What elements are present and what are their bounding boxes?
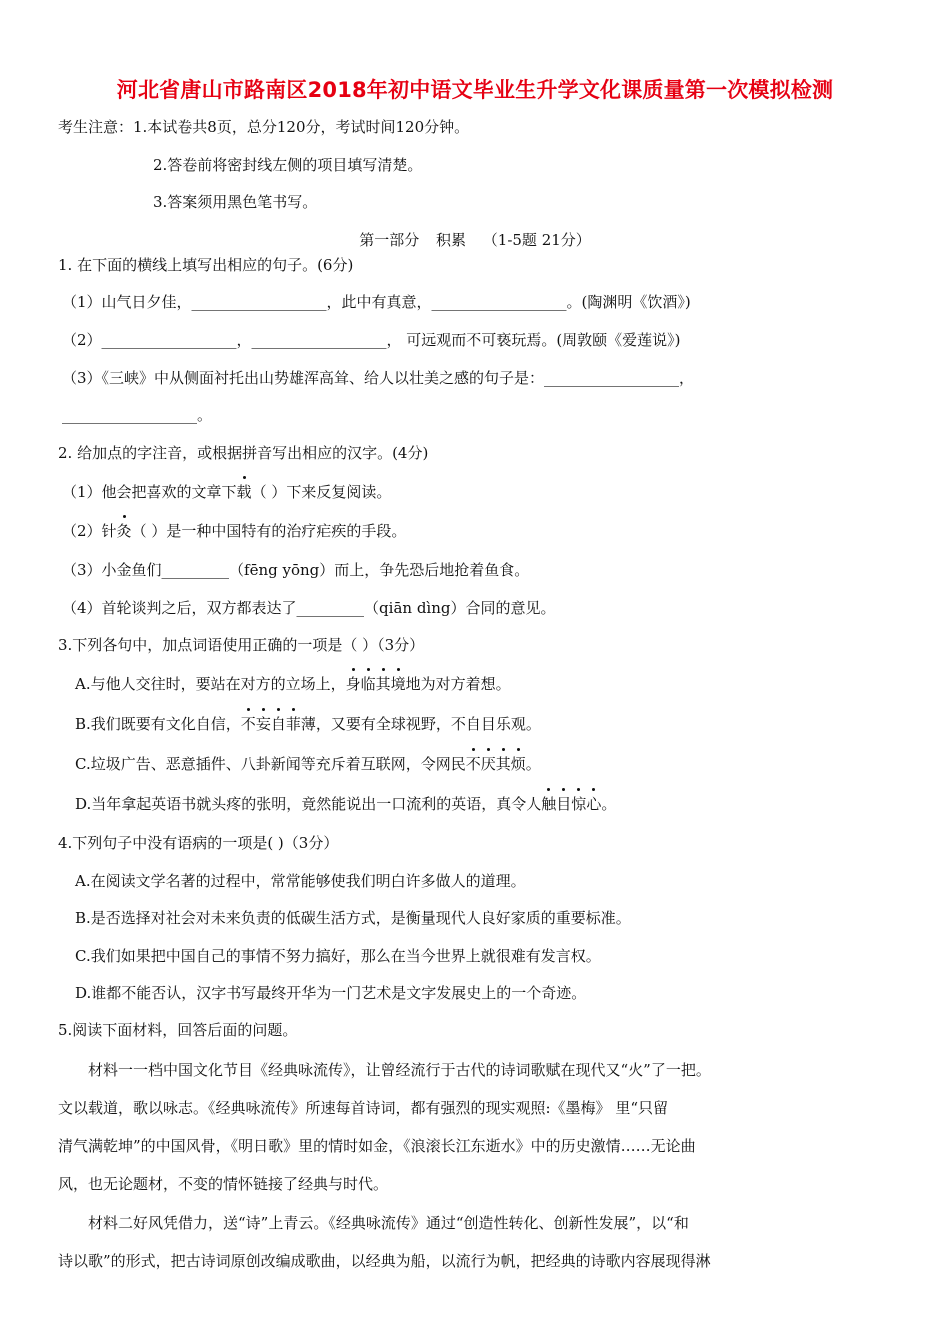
q1-item-2: （2）__________________，__________________， 可远观而不可亵玩焉。(周敦颐《爱莲说》): [62, 331, 681, 349]
dotted-char: 菲: [285, 715, 301, 733]
q2-item-1-pre: （1）他会把喜欢的文章下: [62, 483, 237, 501]
dotted-char: 自: [270, 715, 286, 733]
q3-stem: 3.下列各句中，加点词语使用正确的一项是（ ）（3分）: [58, 636, 425, 654]
dotted-char: 不: [465, 755, 481, 773]
q3-d-pre: D.当年拿起英语书就头疼的张明，竟然能说出一口流利的英语，真令人: [75, 795, 542, 813]
q2-item-2-post: （ ）是一种中国特有的治疗疟疾的手段。: [131, 522, 407, 540]
dotted-char: 目: [556, 795, 572, 813]
q3-c-post: 。: [525, 755, 541, 773]
material-2-line-1: 材料二好风凭借力，送“诗”上青云。《经典咏流传》通过“创造性转化、创新性发展”，以“和: [88, 1214, 689, 1232]
q2-item-1: [62, 482, 391, 502]
q2-stem: 2. 给加点的字注音，或根据拼音写出相应的汉字。(4分): [58, 444, 429, 462]
q4-option-a: A.在阅读文学名著的过程中，常常能够使我们明白许多做人的道理。: [75, 872, 526, 890]
q3-b-pre: B.我们既要有文化自信，: [75, 715, 241, 733]
q1-item-3: （3）《三峡》中从侧面衬托出山势雄浑高耸、给人以壮美之感的句子是：__________________，: [62, 369, 695, 387]
notice-line-1: 考生注意：1.本试卷共8页，总分120分，考试时间120分钟。: [58, 118, 470, 136]
dotted-char: 心: [586, 795, 602, 813]
dotted-char: 其: [375, 675, 391, 693]
q3-option-d: [75, 794, 616, 814]
q3-option-b: [75, 714, 541, 734]
q2-item-4: （4）首轮谈判之后，双方都表达了_________（qiān dìng）合同的意见。: [62, 599, 556, 617]
dotted-char: 境: [390, 675, 406, 693]
material-1-line-3: 清气满乾坤”的中国风骨，《明日歌》里的情时如金，《浪滚长江东逝水》中的历史激情……无论曲: [58, 1137, 696, 1155]
q5-stem: 5.阅读下面材料，回答后面的问题。: [58, 1021, 298, 1039]
q3-d-post: 。: [601, 795, 617, 813]
q4-option-c: C.我们如果把中国自己的事情不努力搞好，那么在当今世界上就很难有发言权。: [75, 947, 601, 965]
material-2-line-2: 诗以歌”的形式，把古诗词原创改编成歌曲，以经典为船，以流行为帆，把经典的诗歌内容展现得淋: [58, 1252, 711, 1270]
dotted-char: 厌: [480, 755, 496, 773]
q2-item-3: （3）小金鱼们_________（fēng yōng）而上，争先恐后地抢着鱼食。: [62, 561, 530, 579]
material-1-line-1: 材料一一档中国文化节目《经典咏流传》，让曾经流行于古代的诗词歌赋在现代又“火”了一把。: [88, 1061, 711, 1079]
section-heading: [0, 230, 950, 250]
section-title: 积累: [435, 231, 466, 249]
q3-a-post: 地为对方着想。: [405, 675, 511, 693]
section-name: 第一部分: [359, 231, 420, 249]
q3-c-pre: C.垃圾广告、恶意插件、八卦新闻等充斥着互联网，令网民: [75, 755, 466, 773]
notice-line-2: 2.答卷前将密封线左侧的项目填写清楚。: [153, 156, 423, 174]
q3-a-pre: A.与他人交往时，要站在对方的立场上，: [75, 675, 346, 693]
q2-item-1-post: （ ）下来反复阅读。: [251, 483, 392, 501]
exam-title: 河北省唐山市路南区2018年初中语文毕业生升学文化课质量第一次模拟检测: [116, 78, 834, 102]
material-1-line-4: 风，也无论题材，不变的情怀链接了经典与时代。: [58, 1175, 389, 1193]
dotted-char: 临: [360, 675, 376, 693]
q1-item-3-continued: __________________。: [62, 406, 213, 424]
q3-b-mid: 薄: [300, 715, 316, 733]
dotted-char: 载: [236, 483, 252, 501]
q1-item-1: （1）山气日夕佳，__________________，此中有真意，__________________。(陶渊明《饮酒》): [62, 293, 691, 311]
dotted-char: 烦: [510, 755, 526, 773]
notice-line-3: 3.答案须用黑色笔书写。: [153, 193, 318, 211]
dotted-char: 不: [240, 715, 256, 733]
dotted-char: 其: [495, 755, 511, 773]
dotted-char: 妄: [255, 715, 271, 733]
q4-stem: 4.下列句子中没有语病的一项是( )（3分）: [58, 834, 339, 852]
dotted-char: 触: [541, 795, 557, 813]
dotted-char: 身: [345, 675, 361, 693]
q3-b-post: ，又要有全球视野，不自目乐观。: [315, 715, 541, 733]
q4-option-d: D.谁都不能否认，汉字书写最终开华为一门艺术是文字发展史上的一个奇迹。: [75, 984, 587, 1002]
dotted-char: 灸: [116, 522, 132, 540]
q3-option-a: [75, 674, 511, 694]
q2-item-2-pre: （2）针: [62, 522, 117, 540]
q1-stem: 1. 在下面的横线上填写出相应的句子。(6分): [58, 256, 354, 274]
dotted-char: 惊: [571, 795, 587, 813]
section-score: （1-5题 21分）: [482, 231, 591, 249]
material-1-line-2: 文以载道，歌以咏志。《经典咏流传》所速每首诗词，都有强烈的现实观照:《墨梅》 里“只留: [58, 1099, 668, 1117]
q4-option-b: B.是否选择对社会对未来负责的低碳生活方式，是衡量现代人良好家质的重要标准。: [75, 909, 631, 927]
q3-option-c: [75, 754, 541, 774]
q2-item-2: [62, 521, 406, 541]
